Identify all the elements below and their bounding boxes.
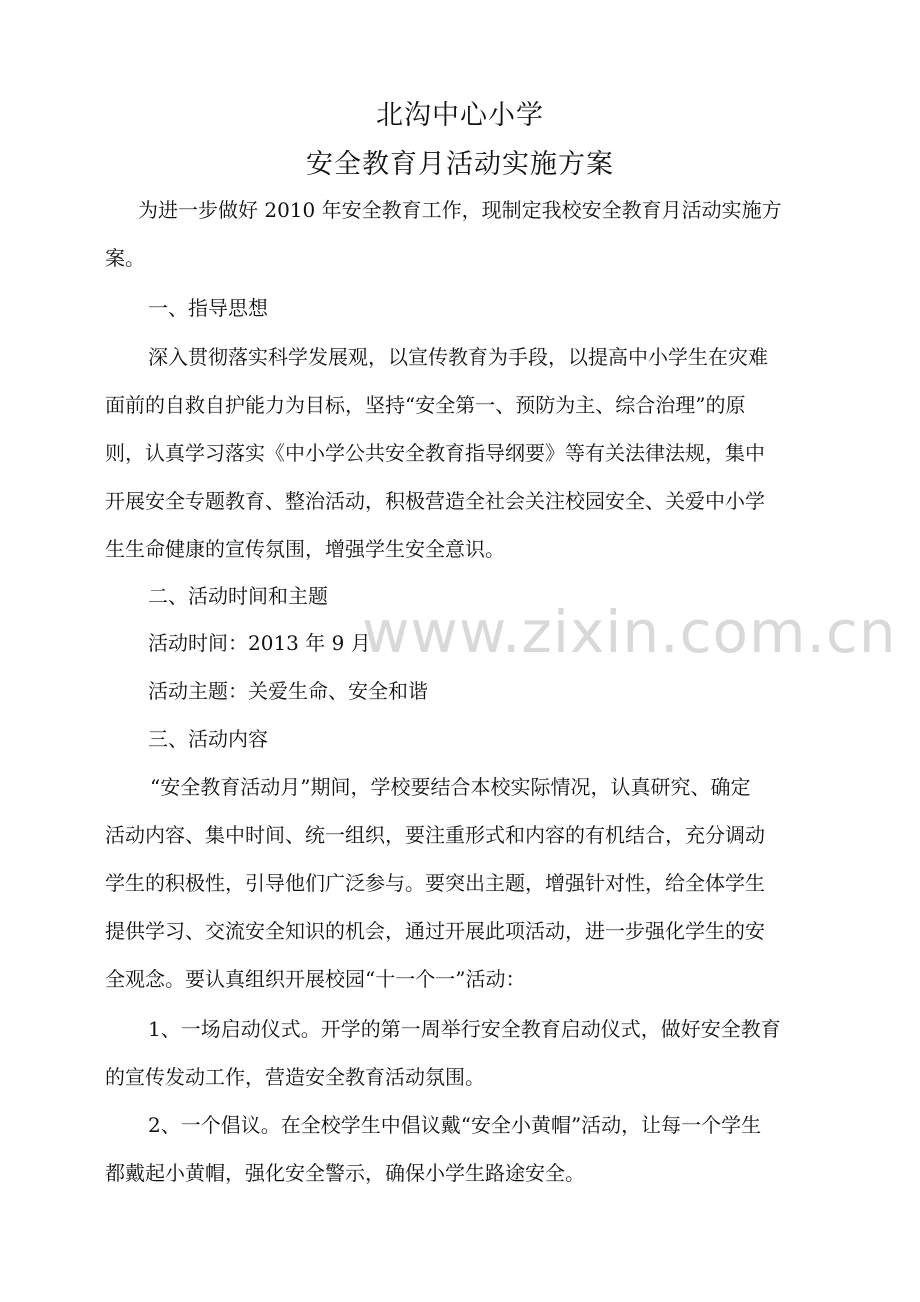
section3-line-5: 全观念。要认真组织开展校园“十一个一”活动： [105,967,526,991]
section1-line-1: 深入贯彻落实科学发展观，以宣传教育为手段，以提高中小学生在灾难 [148,345,768,369]
section1-line-3: 则，认真学习落实《中小学公共安全教育指导纲要》等有关法律法规，集中 [105,441,765,465]
item2-line-2: 都戴起小黄帽，强化安全警示，确保小学生路途安全。 [105,1161,585,1185]
section1-line-2: 面前的自救自护能力为目标，坚持“安全第一、预防为主、综合治理”的原 [105,393,746,417]
section1-line-5: 生生命健康的宣传氛围，增强学生安全意识。 [105,537,505,561]
activity-theme: 活动主题：关爱生命、安全和谐 [148,679,428,703]
section3-heading: 三、活动内容 [148,727,268,751]
section1-heading: 一、指导思想 [148,296,268,320]
section3-line-3: 学生的积极性，引导他们广泛参与。要突出主题，增强针对性，给全体学生 [105,871,765,895]
watermark: www.zixin.com.cn [362,598,897,666]
plan-title: 安全教育月活动实施方案 [306,149,614,180]
item1-line-2: 的宣传发动工作，营造安全教育活动氛围。 [105,1065,485,1089]
section3-line-4: 提供学习、交流安全知识的机会，通过开展此项活动，进一步强化学生的安 [105,919,765,943]
activity-time: 活动时间：2013 年 9 月 [148,631,371,655]
section2-heading: 二、活动时间和主题 [148,584,328,608]
school-name-title: 北沟中心小学 [376,100,544,131]
item2-line-1: 2、一个倡议。在全校学生中倡议戴“安全小黄帽”活动，让每一个学生 [148,1113,762,1137]
item1-line-1: 1、一场启动仪式。开学的第一周举行安全教育启动仪式，做好安全教育 [148,1017,781,1041]
section3-line-1: “安全教育活动月”期间，学校要结合本校实际情况，认真研究、确定 [150,775,751,799]
intro-line-1: 为进一步做好 2010 年安全教育工作，现制定我校安全教育月活动实施方 [138,198,782,222]
section3-line-2: 活动内容、集中时间、统一组织，要注重形式和内容的有机结合，充分调动 [105,823,765,847]
intro-line-2: 案。 [105,246,145,270]
section1-line-4: 开展安全专题教育、整治活动，积极营造全社会关注校园安全、关爱中小学 [105,489,765,513]
